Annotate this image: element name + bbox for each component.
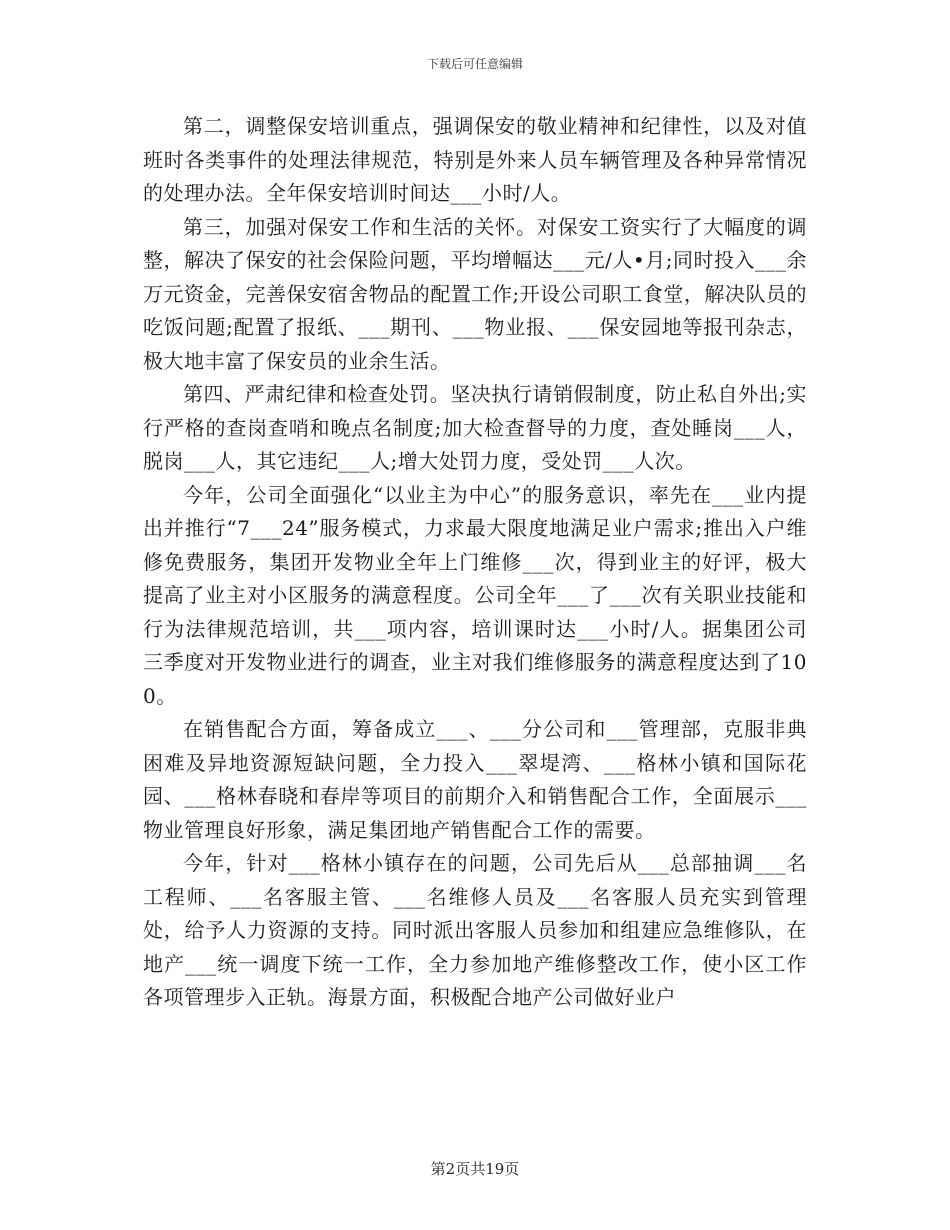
- document-body: [143, 110, 807, 1015]
- paragraph: 第四、严肃纪律和检查处罚。坚决执行请销假制度，防止私自外出;实行严格的查岗查哨和晚点名制度;加大检查督导的力度，查处睡岗___人，脱岗___人，其它违纪___人;增大处罚力度，受处罚___人次。: [143, 382, 807, 473]
- paragraph: 在销售配合方面，筹备成立___、___分公司和___管理部，克服非典困难及异地资源短缺问题，全力投入___翠堤湾、___格林小镇和国际花园、___格林春晓和春岸等项目的前期介入和销售配合工作，全面展示___物业管理良好形象，满足集团地产销售配合工作的需要。: [143, 717, 807, 842]
- paragraph: 第二，调整保安培训重点，强调保安的敬业精神和纪律性，以及对值班时各类事件的处理法律规范，特别是外来人员车辆管理及各种异常情况的处理办法。全年保安培训时间达___小时/人。: [143, 114, 807, 205]
- paragraph: 第三，加强对保安工作和生活的关怀。对保安工资实行了大幅度的调整，解决了保安的社会保险问题，平均增幅达___元/人•月;同时投入___余万元资金，完善保安宿舍物品的配置工作;开设公司职工食堂，解决队员的吃饭问题;配置了报纸、___期刊、___物业报、___保安园地等报刊杂志，极大地丰富了保安员的业余生活。: [143, 214, 807, 373]
- page-header-note: 下载后可任意编辑: [426, 57, 523, 71]
- page-number: 第2页共19页: [430, 1160, 520, 1178]
- paragraph: 今年，针对___格林小镇存在的问题，公司先后从___总部抽调___名工程师、___名客服主管、___名维修人员及___名客服人员充实到管理处，给予人力资源的支持。同时派出客服人员参加和组建应急维修队，在地产___统一调度下统一工作，全力参加地产维修整改工作，使小区工作各项管理步入正轨。海景方面，积极配合地产公司做好业户: [143, 851, 807, 1009]
- paragraph: 今年，公司全面强化“以业主为中心”的服务意识，率先在___业内提出并推行“7___24”服务模式，力求最大限度地满足业户需求;推出入户维修免费服务，集团开发物业全年上门维修___次，得到业主的好评，极大提高了业主对小区服务的满意程度。公司全年___了___次有关职业技能和行为法律规范培训，共___项内容，培训课时达___小时/人。据集团公司三季度对开发物业进行的调查，业主对我们维修服务的满意程度达到了100。: [143, 482, 807, 708]
